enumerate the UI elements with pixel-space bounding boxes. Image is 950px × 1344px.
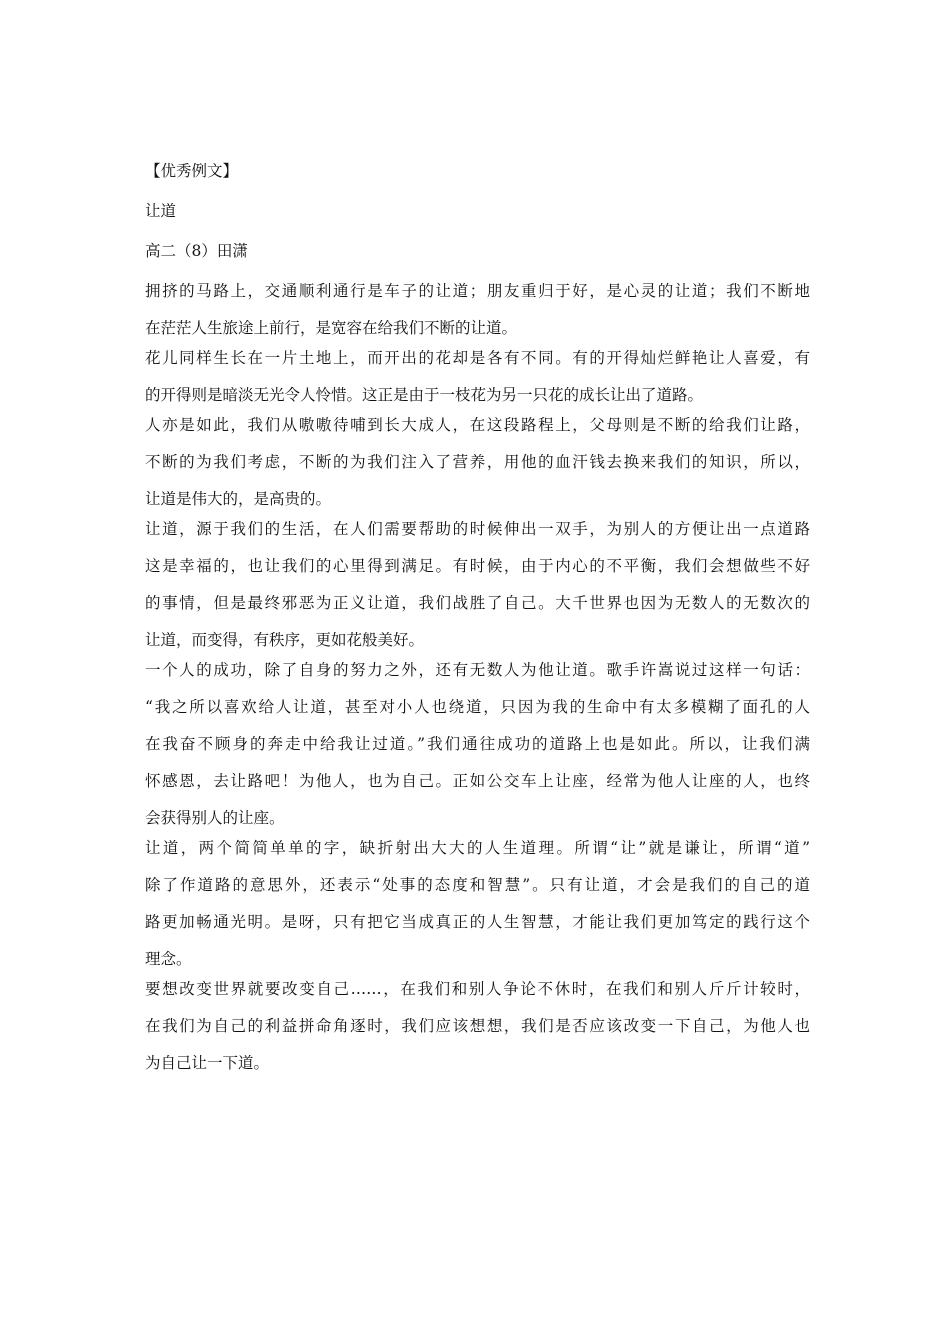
paragraph-3 (145, 414, 810, 510)
paragraph-line: “我之所以喜欢给人让道，甚至对小人也绕道，只因为我的生命中有太多模糊了面孔的人 (145, 698, 810, 716)
paragraph-line: 怀感恩，去让路吧！为他人，也为自己。正如公交车上让座，经常为他人让座的人，也终 (145, 772, 810, 790)
paragraph-line: 让道是伟大的，是高贵的。 (145, 490, 332, 508)
paragraph-line: 让道，两个简简单单的字，缺折射出大大的人生道理。所谓“让”就是谦让，所谓“道” (145, 839, 810, 857)
section-label: 【优秀例文】 (145, 162, 239, 180)
paragraph-line: 这是幸福的，也让我们的心里得到满足。有时候，由于内心的不平衡，我们会想做些不好 (145, 557, 810, 575)
paragraph-line: 除了作道路的意思外，还表示“处事的态度和智慧”。只有让道，才会是我们的自己的道 (145, 876, 810, 894)
paragraph-line: 让道，而变得，有秩序，更如花般美好。 (145, 631, 425, 649)
paragraph-line: 人亦是如此，我们从嗷嗷待哺到长大成人，在这段路程上，父母则是不断的给我们让路， (145, 416, 810, 434)
paragraph-7 (145, 978, 810, 1074)
paragraph-line: 会获得别人的让座。 (145, 809, 285, 827)
paragraph-6 (145, 837, 810, 970)
paragraph-line: 一个人的成功，除了自身的努力之外，还有无数人为他让道。歌手许嵩说过这样一句话： (145, 661, 810, 679)
paragraph-line: 花儿同样生长在一片土地上，而开出的花却是各有不同。有的开得灿烂鲜艳让人喜爱，有 (145, 349, 810, 367)
paragraph-line: 的事情，但是最终邪恶为正义让道，我们战胜了自己。大千世界也因为无数人的无数次的 (145, 594, 810, 612)
essay-title: 让道 (145, 202, 177, 220)
paragraph-line: 在我们为自己的利益拼命角逐时，我们应该想想，我们是否应该改变一下自己，为他人也 (145, 1017, 810, 1035)
document-header (145, 160, 810, 262)
author-line: 高二（8）田潇 (145, 242, 248, 260)
paragraph-line: 拥挤的马路上，交通顺利通行是车子的让道；朋友重归于好，是心灵的让道；我们不断地 (145, 282, 810, 300)
paragraph-1 (145, 280, 810, 339)
document-page (145, 160, 810, 1074)
paragraph-line: 不断的为我们考虑，不断的为我们注入了营养，用他的血汗钱去换来我们的知识，所以， (145, 453, 810, 471)
paragraph-line: 要想改变世界就要改变自己……，在我们和别人争论不休时，在我们和别人斤斤计较时， (145, 980, 810, 998)
paragraph-line: 路更加畅通光明。是呀，只有把它当成真正的人生智慧，才能让我们更加笃定的践行这个 (145, 913, 810, 931)
paragraph-5 (145, 659, 810, 829)
paragraph-line: 为自己让一下道。 (145, 1054, 270, 1072)
paragraph-line: 在茫茫人生旅途上前行，是宽容在给我们不断的让道。 (145, 319, 518, 337)
paragraph-line: 理念。 (145, 950, 192, 968)
paragraph-line: 让道，源于我们的生活，在人们需要帮助的时候伸出一双手，为别人的方便让出一点道路 (145, 520, 810, 538)
paragraph-2 (145, 347, 810, 406)
paragraph-4 (145, 518, 810, 651)
paragraph-line: 的开得则是暗淡无光令人怜惜。这正是由于一枝花为另一只花的成长让出了道路。 (145, 386, 704, 404)
paragraph-line: 在我奋不顾身的奔走中给我让过道。”我们通往成功的道路上也是如此。所以，让我们满 (145, 735, 810, 753)
